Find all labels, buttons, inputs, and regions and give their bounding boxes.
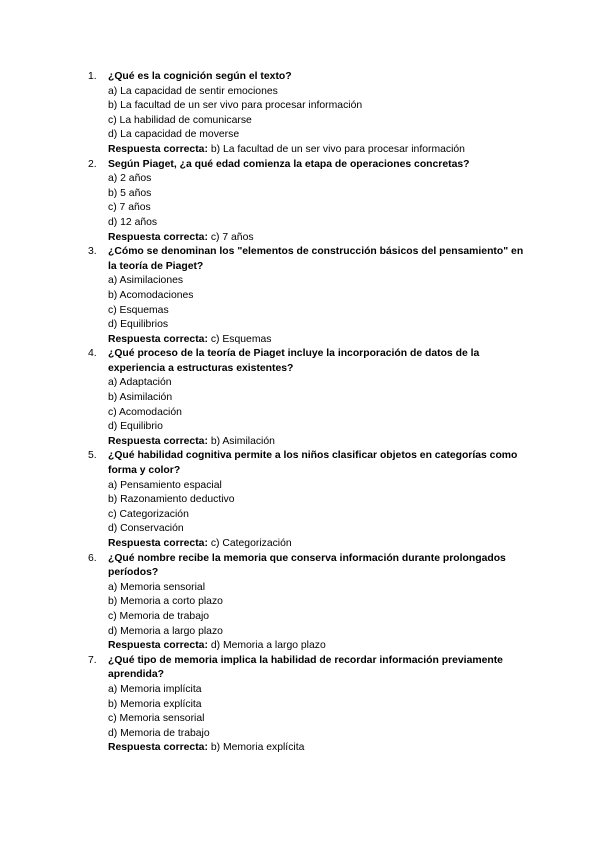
correct-answer <box>108 333 528 348</box>
answer-value: c) Categorización <box>210 538 292 549</box>
answer-value: c) Esquemas <box>210 333 272 345</box>
option-b: b) Asimilación <box>108 392 173 404</box>
answer-value: b) La facultad de un ser vivo para procesar información <box>210 143 465 155</box>
question-text: ¿Qué es la cognición según el texto? <box>108 71 292 82</box>
option-c: c) Acomodación <box>108 406 182 418</box>
question-number: 3. <box>88 246 97 258</box>
option-d: d) La capacidad de moverse <box>108 129 240 141</box>
option-b: b) 5 años <box>108 187 152 199</box>
question-number: 2. <box>88 158 97 170</box>
answer-value: c) 7 años <box>210 231 254 243</box>
option-c: c) Memoria de trabajo <box>108 610 210 622</box>
option-c: c) 7 años <box>108 202 151 214</box>
question-number: 4. <box>88 348 97 360</box>
option-d: d) Equilibrio <box>108 421 163 433</box>
answer-label: Respuesta correcta: <box>108 435 208 447</box>
answer-label: Respuesta correcta: <box>108 143 208 155</box>
question-number: 6. <box>88 552 97 564</box>
correct-answer <box>108 143 528 158</box>
option-a: a) Memoria sensorial <box>108 581 206 593</box>
answer-value: b) Memoria explícita <box>210 742 305 754</box>
option-d: d) Conservación <box>108 523 184 535</box>
question-item <box>88 347 528 449</box>
question-item <box>88 70 528 158</box>
answer-label: Respuesta correcta: <box>108 742 208 754</box>
correct-answer <box>108 435 528 450</box>
option-b: b) La facultad de un ser vivo para procesar información <box>108 100 363 112</box>
question-number: 1. <box>88 71 97 82</box>
question-number: 5. <box>88 450 97 462</box>
answer-value: d) Memoria a largo plazo <box>210 640 326 652</box>
option-c: c) La habilidad de comunicarse <box>108 114 252 126</box>
question-text: ¿Qué habilidad cognitiva permite a los niños clasificar objetos en categorías como forma y color? <box>108 450 518 477</box>
question-text: Según Piaget, ¿a qué edad comienza la etapa de operaciones concretas? <box>108 158 470 170</box>
option-b: b) Razonamiento deductivo <box>108 494 235 506</box>
answer-label: Respuesta correcta: <box>108 333 208 345</box>
question-item <box>88 245 528 347</box>
correct-answer <box>108 231 528 246</box>
question-item <box>88 552 528 654</box>
question-list <box>88 70 528 756</box>
question-text: ¿Cómo se denominan los "elementos de construcción básicos del pensamiento" en la teoría de Piaget? <box>108 246 524 272</box>
option-a: a) La capacidad de sentir emociones <box>108 85 278 97</box>
option-d: d) Memoria a largo plazo <box>108 625 223 637</box>
answer-value: b) Asimilación <box>210 435 275 447</box>
correct-answer <box>108 639 528 654</box>
question-item <box>88 158 528 246</box>
option-c: c) Esquemas <box>108 304 169 316</box>
option-d: d) Memoria de trabajo <box>108 727 210 739</box>
option-d: d) Equilibrios <box>108 319 169 331</box>
question-item <box>88 449 528 551</box>
question-text: ¿Qué tipo de memoria implica la habilidad de recordar información previamente aprendida? <box>108 654 503 681</box>
question-number: 7. <box>88 654 97 666</box>
option-b: b) Acomodaciones <box>108 289 194 301</box>
option-a: a) Memoria implícita <box>108 683 202 695</box>
question-text: ¿Qué proceso de la teoría de Piaget incluye la incorporación de datos de la experiencia a estructuras existentes? <box>108 348 480 374</box>
option-d: d) 12 años <box>108 216 158 228</box>
option-b: b) Memoria a corto plazo <box>108 596 223 608</box>
question-text: ¿Qué nombre recibe la memoria que conserva información durante prolongados períodos? <box>108 552 506 579</box>
option-a: a) Pensamiento espacial <box>108 479 222 491</box>
answer-label: Respuesta correcta: <box>108 538 208 549</box>
option-a: a) 2 años <box>108 173 152 185</box>
correct-answer <box>108 741 528 756</box>
option-c: c) Memoria sensorial <box>108 713 205 725</box>
answer-label: Respuesta correcta: <box>108 231 208 243</box>
answer-label: Respuesta correcta: <box>108 640 208 652</box>
correct-answer <box>108 537 528 552</box>
question-item <box>88 654 528 756</box>
option-c: c) Categorización <box>108 508 189 520</box>
option-a: a) Asimilaciones <box>108 275 184 287</box>
option-b: b) Memoria explícita <box>108 698 202 710</box>
option-a: a) Adaptación <box>108 377 172 389</box>
